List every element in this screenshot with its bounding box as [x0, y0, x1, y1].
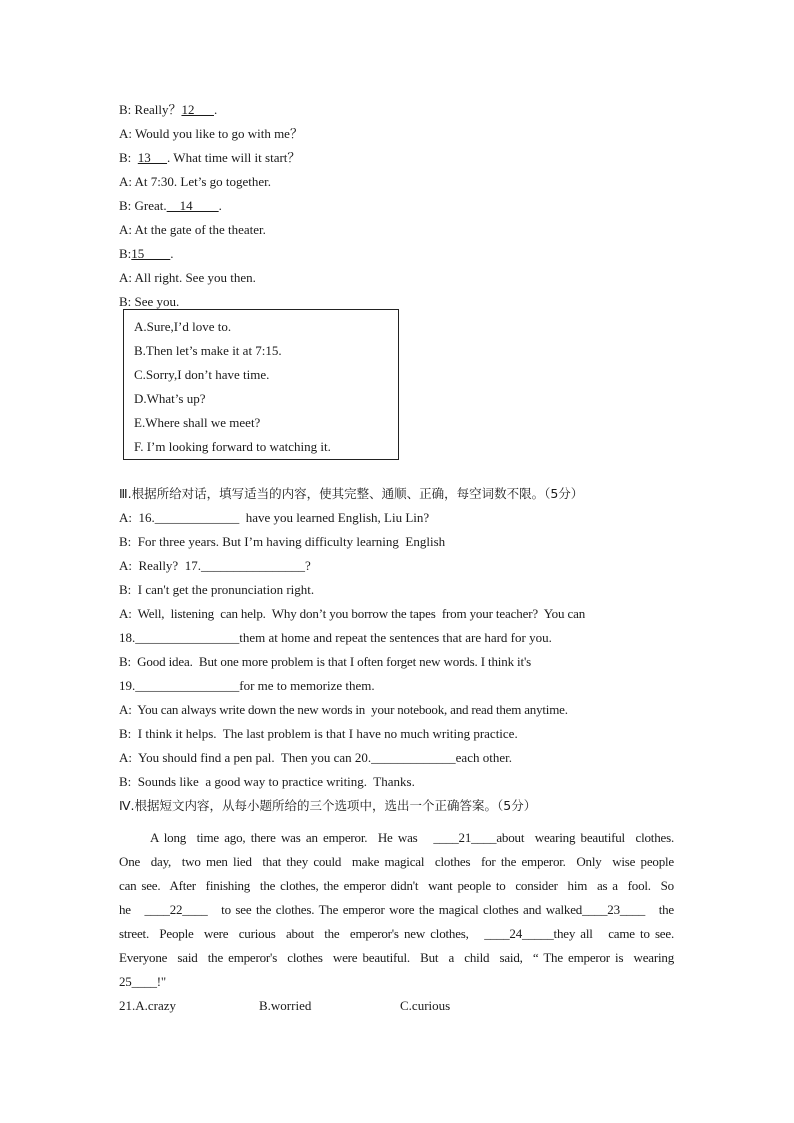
options-box — [123, 309, 399, 460]
answer-blank[interactable]: 12 — [181, 102, 214, 117]
choice-21-a[interactable]: 21.A.crazy — [119, 998, 177, 1013]
dialogue-line: A: At 7:30. Let’s go together. — [119, 174, 272, 189]
dialogue-line: B:15 . — [119, 246, 174, 261]
passage-line: he ____22____ to see the clothes. The emperor wore the magical clothes and walked____23____ the — [119, 902, 674, 917]
answer-blank[interactable]: _____________ — [154, 510, 240, 525]
answer-blank[interactable]: _____________ — [371, 750, 456, 765]
dialogue-line: B: Really？12 . — [119, 102, 218, 117]
answer-blank[interactable]: 13 — [137, 150, 168, 165]
dialogue-line: B: See you. — [119, 294, 180, 309]
answer-blank[interactable]: ________________ — [135, 678, 240, 693]
passage-line: street. People were curious about the emperor's new clothes, ____24_____they all came to see. — [119, 926, 674, 941]
dialogue-line: A: Would you like to go with me？ — [119, 126, 303, 141]
passage-line: Everyone said the emperor's clothes were beautiful. But a child said, “ The emperor is wearing — [119, 950, 674, 965]
dialogue-line: B: Good idea. But one more problem is that I often forget new words. I think it's — [119, 654, 532, 669]
option-a: A.Sure,I’d love to. — [134, 319, 232, 334]
section-3-heading: Ⅲ.根据所给对话，填写适当的内容，使其完整、通顺、正确，每空词数不限。（5分） — [119, 486, 584, 501]
option-b: B.Then let’s make it at 7:15. — [134, 343, 282, 358]
dialogue-line: A: All right. See you then. — [119, 270, 256, 285]
choice-21-c[interactable]: C.curious — [400, 998, 451, 1013]
dialogue-line: A: You can always write down the new words in your notebook, and read them anytime. — [119, 702, 568, 717]
dialogue-line: A: Really? 17.________________? — [119, 558, 311, 573]
answer-blank[interactable]: 14 — [166, 198, 219, 213]
section-4-heading: Ⅳ.根据短文内容，从每小题所给的三个选项中，选出一个正确答案。（5分） — [119, 798, 537, 813]
dialogue-line: B: 13 . What time will it start？ — [119, 150, 301, 165]
option-e: E.Where shall we meet? — [134, 415, 261, 430]
passage-line: 25____!" — [119, 974, 167, 989]
answer-blank[interactable]: 15 — [131, 246, 171, 261]
dialogue-line: B: I think it helps. The last problem is that I have no much writing practice. — [119, 726, 518, 741]
dialogue-line: A: At the gate of the theater. — [119, 222, 266, 237]
option-f: F. I’m looking forward to watching it. — [134, 439, 331, 454]
dialogue-line: A: You should find a pen pal. Then you can 20._____________each other. — [119, 750, 512, 765]
dialogue-line: B: For three years. But I’m having difficulty learning English — [119, 534, 446, 549]
passage — [119, 826, 674, 994]
dialogue-line: 18.________________them at home and repeat the sentences that are hard for you. — [119, 630, 552, 645]
passage-line: can see. After finishing the clothes, the emperor didn't want people to consider him as a fool. So — [119, 878, 674, 893]
dialogue-line: B: I can't get the pronunciation right. — [119, 582, 315, 597]
dialogue-line: A: Well, listening can help. Why don’t you borrow the tapes from your teacher? You can — [119, 606, 586, 621]
option-d: D.What’s up? — [134, 391, 206, 406]
answer-blank[interactable]: ________________ — [135, 630, 240, 645]
choice-21-b[interactable]: B.worried — [259, 998, 312, 1013]
dialogue-line: B: Sounds like a good way to practice writing. Thanks. — [119, 774, 415, 789]
option-c: C.Sorry,I don’t have time. — [134, 367, 270, 382]
dialogue-line: B: Great. 14 . — [119, 198, 222, 213]
answer-blank[interactable]: ________________? — [200, 558, 311, 573]
passage-line: A long time ago, there was an emperor. He was ____21____about wearing beautiful clothes. — [119, 830, 674, 845]
dialogue-line: 19.________________for me to memorize them. — [119, 678, 375, 693]
passage-line: One day, two men lied that they could make magical clothes for the emperor. Only wise people — [119, 854, 674, 869]
dialogue-line: A: 16._____________ have you learned English, Liu Lin? — [119, 510, 430, 525]
